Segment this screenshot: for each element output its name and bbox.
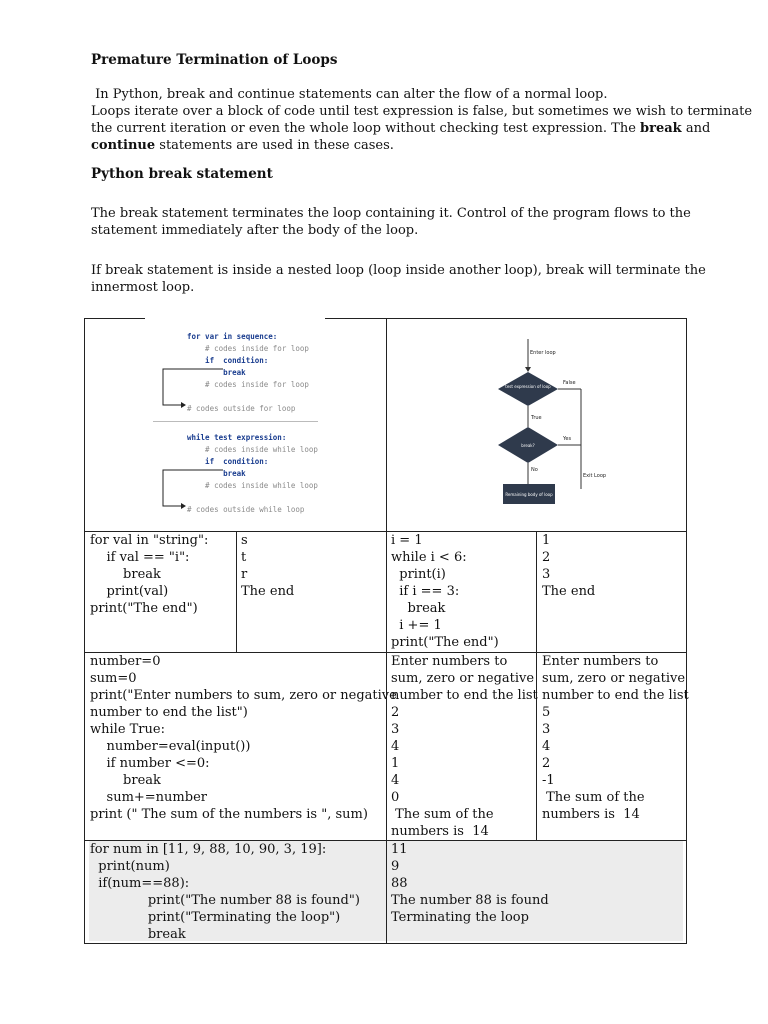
while-line: while test expression: (187, 433, 287, 442)
for-comment-2: # codes inside for loop (187, 380, 309, 389)
flow-no-label: No (531, 467, 538, 473)
break-arrows (145, 317, 325, 521)
para2-line-2: statement immediately after the body of the loop. (91, 223, 419, 238)
flow-false-label: False (563, 380, 576, 386)
intro-line-3-text: the current iteration or even the whole loop without checking test expression. The (91, 121, 641, 136)
para3-line-2: innermost loop. (91, 280, 195, 295)
flow-enter-label: Enter loop (530, 350, 556, 356)
search-88-output: 11 9 88 The number 88 is found Terminating the loop (391, 842, 549, 925)
while-if-line: if condition: (187, 457, 269, 466)
for-comment-1: # codes inside for loop (187, 344, 309, 353)
for-break-output: s t r The end (241, 533, 295, 599)
while-comment-2: # codes inside while loop (187, 481, 318, 490)
col-divider (386, 319, 387, 943)
intro-line-2: Loops iterate over a block of code until test expression is false, but sometimes we wish to terminate (91, 104, 753, 119)
for-break-code: for val in "string": if val == "i": break print(val) print("The end") (90, 533, 209, 616)
sum-program-output-2: Enter numbers to sum, zero or negative number to end the list 5 3 4 2 -1 The sum of the numbers is 14 (542, 654, 689, 822)
for-if-line: if condition: (187, 356, 269, 365)
col-divider (236, 531, 237, 652)
intro-line-3-end: and (681, 121, 711, 136)
continue-keyword: continue (91, 138, 156, 153)
while-comment-1: # codes inside while loop (187, 445, 318, 454)
break-syntax-image (145, 317, 325, 521)
intro-line-4 (91, 137, 394, 154)
test-expression-diamond (498, 372, 558, 406)
flow-exit-label: Exit Loop (583, 473, 607, 479)
flow-break-label: break? (521, 443, 535, 448)
for-line: for var in sequence: (187, 332, 278, 341)
section-heading: Python break statement (91, 166, 273, 182)
para3-line-1: If break statement is inside a nested loop (loop inside another loop), break will terminate the (91, 263, 706, 278)
para2-line-1: The break statement terminates the loop containing it. Control of the program flows to the (91, 206, 691, 221)
while-break-output: 1 2 3 The end (542, 533, 596, 599)
break-keyword: break (640, 121, 682, 136)
intro-line-1: In Python, break and continue statements can alter the flow of a normal loop. (91, 87, 608, 102)
page-title: Premature Termination of Loops (91, 52, 338, 68)
intro-line-4-text: statements are used in these cases. (155, 138, 394, 153)
while-comment-outside: # codes outside while loop (187, 505, 305, 514)
intro-line-3 (91, 120, 710, 137)
while-break-line: break (187, 469, 246, 478)
search-88-code: for num in [11, 9, 88, 10, 90, 3, 19]: print(num) if(num==88): print("The number 88 is found") print("Terminating the loop") break (90, 842, 360, 942)
flow-yes-label: Yes (563, 436, 572, 442)
sum-program-code: number=0 sum=0 print("Enter numbers to sum, zero or negative number to end the list") while True: number=eval(input()) if number <=0: break sum+=number print (" The sum of the numbers is ", sum) (90, 654, 397, 822)
flow-true-label: True (531, 415, 542, 421)
flow-remaining-label: Remaining body of loop (505, 492, 553, 497)
break-flowchart (483, 339, 613, 509)
for-break-line: break (187, 368, 246, 377)
while-break-code: i = 1 while i < 6: print(i) if i == 3: break i += 1 print("The end") (391, 533, 499, 650)
flow-test-label: test expression of loop (505, 384, 551, 389)
sum-program-output-1: Enter numbers to sum, zero or negative number to end the list 2 3 4 1 4 0 The sum of the numbers is 14 (391, 654, 538, 839)
for-comment-outside: # codes outside for loop (187, 404, 296, 413)
examples-table (84, 318, 687, 944)
